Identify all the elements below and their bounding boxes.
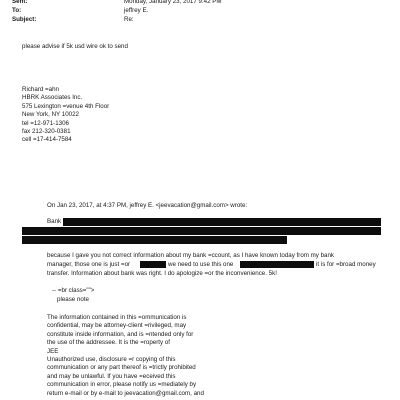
sent-label: Sent: — [12, 0, 28, 5]
disclaimer-line: The information contained in this =ommunication is — [47, 314, 187, 321]
disclaimer-line: communication or any part thereof is =trictly prohibited — [47, 364, 196, 372]
bank-label: Bank — [47, 218, 62, 225]
disclaimer-line: Unauthorized use, disclosure =r copying of this — [47, 356, 176, 364]
subject-label: Subject: — [12, 16, 37, 23]
sent-value: Monday, January 23, 2017 9:42 PM — [124, 0, 222, 5]
quoted-paragraph-line: manager, those one is just =or — [47, 261, 131, 268]
subject-value: Re: — [124, 16, 134, 23]
signature-line: tel =12-971-1306 — [22, 119, 69, 127]
disclaimer-line: communication in error, please notify us =mediately by — [47, 381, 197, 389]
redaction-bar — [22, 236, 287, 244]
disclaimer-block — [47, 314, 204, 398]
quoted-paragraph-line: because I gave you not correct information about my bank =ccount, as I have known today from my bank — [47, 252, 335, 259]
quoted-wrote-line: On Jan 23, 2017, at 4:37 PM, jeffrey E. <jeevacation@gmail.com> wrote: — [47, 202, 248, 209]
signature-line: New York, NY 10022 — [22, 111, 79, 119]
signature-line: cell =17-414-7584 — [22, 136, 72, 144]
disclaimer-line: the use of the addressee. It is the =roperty of — [47, 339, 170, 347]
quoted-paragraph-line: we need to use this one — [168, 261, 234, 268]
signature-line: Richard =ahn — [22, 86, 59, 93]
to-label: To: — [12, 7, 22, 14]
disclaimer-line: and may be unlawful. If you have =eceived this — [47, 372, 176, 380]
to-value: jeffrey E. — [124, 7, 149, 14]
redaction-bar — [240, 261, 314, 268]
quoted-paragraph-line: transfer. Information about bank was right. I do apologize =or the inconvenience. 5k! — [47, 270, 277, 277]
disclaimer-line: return e-mail or by e-mail to jeevacation@gmail.com, and — [47, 389, 204, 397]
signature-line: 575 Lexington =venue 4th Floor — [22, 102, 110, 110]
disclaimer-line: confidential, may be attorney-client =rivileged, may — [47, 322, 187, 330]
message-body: please advise if 5k usd wire ok to send — [22, 43, 128, 50]
quoted-br-line: -- =br class=""> — [52, 287, 95, 294]
quoted-paragraph-line: it is for =broad money — [316, 261, 376, 268]
disclaimer-line: constitute inside information, and is =ntended only for — [47, 330, 194, 338]
signature-line: HBRK Associates Inc. — [22, 94, 83, 102]
signature-line: fax 212-320-0381 — [22, 128, 71, 136]
disclaimer-line: JEE — [47, 347, 59, 355]
signature-block — [22, 86, 109, 145]
quoted-note-line: please note — [57, 296, 89, 303]
redaction-bar — [63, 218, 381, 226]
redaction-bar — [140, 261, 166, 268]
redaction-bar — [22, 227, 381, 235]
